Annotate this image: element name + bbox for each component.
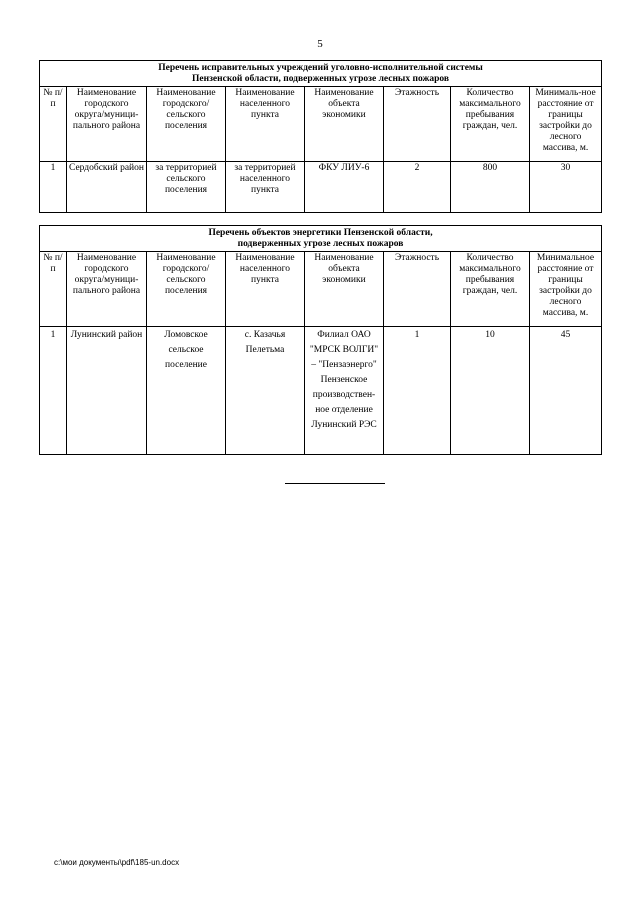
header-cell: Наименование городского/ сельского поселения xyxy=(147,252,226,327)
file-path-footer: c:\мои документы\pdf\185-un.docx xyxy=(54,858,180,867)
caption-line-1: Перечень объектов энергетики Пензенской области, xyxy=(208,228,433,238)
header-cell: № п/п xyxy=(40,87,67,162)
caption-line-2: Пензенской области, подверженных угрозе лесных пожаров xyxy=(192,74,450,84)
header-cell: № п/п xyxy=(40,252,67,327)
table-cell: 10 xyxy=(451,327,530,455)
table-row xyxy=(40,162,602,213)
header-row xyxy=(40,252,602,327)
table-cell: с. Казачья Пелетьма xyxy=(226,327,305,455)
table-cell: 1 xyxy=(40,162,67,213)
separator-line xyxy=(285,483,385,484)
header-cell: Минимальное расстояние от границы застройки до лесного массива, м. xyxy=(530,252,602,327)
header-row xyxy=(40,87,602,162)
header-cell: Минималь-ное расстояние от границы застройки до лесного массива, м. xyxy=(530,87,602,162)
header-cell: Наименование населенного пункта xyxy=(226,87,305,162)
header-cell: Наименование объекта экономики xyxy=(305,87,384,162)
table-cell: 45 xyxy=(530,327,602,455)
table-cell: Ломовское сельское поселение xyxy=(147,327,226,455)
header-cell: Этажность xyxy=(384,252,451,327)
table-cell: 2 xyxy=(384,162,451,213)
table-caption xyxy=(40,226,602,252)
table-cell: за территорией сельского поселения xyxy=(147,162,226,213)
header-cell: Наименование городского округа/муници-пального района xyxy=(67,252,147,327)
table-cell: Филиал ОАО "МРСК ВОЛГИ" – "Пензаэнерго" Пензенское производствен-ное отделение Лунинский РЭС xyxy=(305,327,384,455)
energy-facilities-table xyxy=(39,225,602,455)
table-row xyxy=(40,327,602,455)
table-cell: 1 xyxy=(384,327,451,455)
header-cell: Наименование городского округа/муници-пального района xyxy=(67,87,147,162)
caption-line-2: подверженных угрозе лесных пожаров xyxy=(237,239,404,249)
header-cell: Количество максимального пребывания граждан, чел. xyxy=(451,252,530,327)
table-cell: за территорией населенного пункта xyxy=(226,162,305,213)
header-cell: Наименование городского/ сельского поселения xyxy=(147,87,226,162)
table-cell: 1 xyxy=(40,327,67,455)
header-cell: Наименование объекта экономики xyxy=(305,252,384,327)
table-cell: ФКУ ЛИУ-6 xyxy=(305,162,384,213)
caption-line-1: Перечень исправительных учреждений уголовно-исполнительной системы xyxy=(158,63,483,73)
header-cell: Наименование населенного пункта xyxy=(226,252,305,327)
correctional-facilities-table xyxy=(39,60,602,213)
table-cell: 800 xyxy=(451,162,530,213)
header-cell: Этажность xyxy=(384,87,451,162)
header-cell: Количество максимального пребывания граждан, чел. xyxy=(451,87,530,162)
table-cell: Сердобский район xyxy=(67,162,147,213)
table-cell: Лунинский район xyxy=(67,327,147,455)
table-cell: 30 xyxy=(530,162,602,213)
table-caption xyxy=(40,61,602,87)
page-number: 5 xyxy=(317,38,323,50)
